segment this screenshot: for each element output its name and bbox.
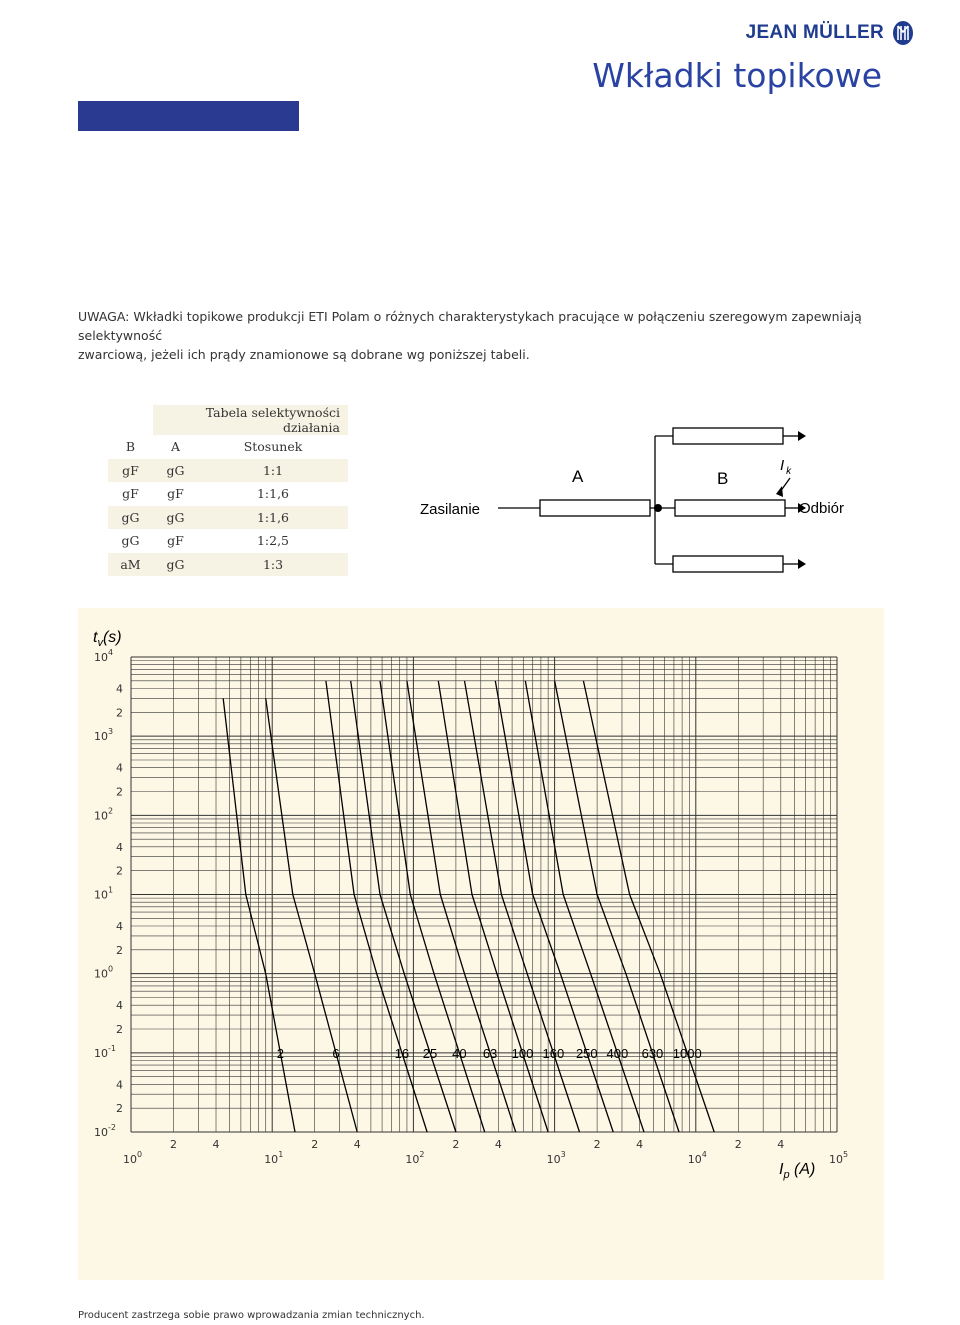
y-minor-label: 4 <box>116 920 123 934</box>
x-minor-label: 2 <box>452 1138 460 1151</box>
x-minor-label: 2 <box>734 1138 742 1151</box>
label-fuse-a: A <box>572 467 584 486</box>
y-tick-label: $10^3$ <box>94 727 114 744</box>
time-current-chart <box>78 608 884 1280</box>
title-accent-bar <box>78 101 299 131</box>
cell-b: aM <box>108 553 153 577</box>
y-axis-title: $t_v(s)$ <box>93 629 122 649</box>
y-minor-label: 2 <box>116 1023 123 1037</box>
cell-b: gG <box>121 533 140 549</box>
x-minor-label: 2 <box>311 1138 319 1151</box>
y-minor-label: 2 <box>116 864 123 878</box>
header-a: A <box>170 439 181 455</box>
table-caption-row <box>108 405 348 435</box>
cell-a: gG <box>153 506 198 530</box>
table-row <box>108 506 348 530</box>
cell-ratio: 1:3 <box>198 553 348 577</box>
y-tick-label: $10^0$ <box>94 964 114 981</box>
cell-b: gF <box>108 459 153 483</box>
y-minor-label: 4 <box>116 840 123 854</box>
cell-a: gF <box>167 486 184 502</box>
selectivity-note <box>78 307 898 364</box>
x-minor-label: 2 <box>170 1138 178 1151</box>
curve-label: 63 <box>482 1045 498 1061</box>
cell-ratio: 1:1,6 <box>198 506 348 530</box>
y-minor-label: 4 <box>116 1078 123 1092</box>
fuse-a-symbol <box>540 500 650 516</box>
curve-label: 6 <box>332 1045 340 1061</box>
arrow-icon <box>776 486 783 497</box>
fuse-curve-2 <box>223 698 295 1132</box>
jean-muller-logo-icon <box>892 20 914 46</box>
fuse-bottom-symbol <box>673 556 783 572</box>
y-tick-label: $10^{-2}$ <box>94 1123 116 1139</box>
curve-label: 100 <box>511 1045 534 1061</box>
curve-label: 2 <box>276 1045 284 1061</box>
note-line-2: zwarciową, jeżeli ich prądy znamionowe są dobrane wg poniższej tabeli. <box>78 347 530 362</box>
time-current-chart-panel <box>78 608 884 1280</box>
chart-labels <box>93 629 848 1181</box>
x-minor-label: 4 <box>353 1138 361 1151</box>
x-axis-title: $I_p$ (A) <box>779 1161 816 1181</box>
curve-label: 16 <box>394 1045 410 1061</box>
curve-label: 25 <box>422 1045 438 1061</box>
header-ratio: Stosunek <box>243 439 303 455</box>
cell-a: gF <box>167 533 184 549</box>
curve-label: 40 <box>452 1045 467 1061</box>
label-load: Odbiór <box>799 500 845 517</box>
y-tick-label: $10^2$ <box>94 806 114 823</box>
curve-label: 250 <box>575 1045 598 1061</box>
label-supply: Zasilanie <box>420 501 481 518</box>
y-tick-label: $10^{-1}$ <box>94 1043 116 1060</box>
y-minor-label: 2 <box>116 706 123 720</box>
brand-name: JEAN MÜLLER <box>745 22 884 43</box>
curve-label: 1000 <box>672 1045 702 1061</box>
curve-label: 630 <box>641 1045 664 1061</box>
table-row <box>108 529 348 553</box>
x-tick-label: $10^2$ <box>405 1150 425 1166</box>
cell-a: gG <box>153 553 198 577</box>
curve-label: 400 <box>606 1045 629 1061</box>
arrow-icon <box>798 559 806 569</box>
cell-ratio: 1:2,5 <box>256 533 290 549</box>
label-current-ik: I $_k$ <box>780 457 792 477</box>
cell-b: gG <box>108 506 153 530</box>
y-minor-label: 2 <box>116 1102 123 1116</box>
x-tick-label: $10^5$ <box>829 1150 849 1166</box>
fuse-curve-6 <box>266 698 358 1132</box>
arrow-icon <box>798 431 806 441</box>
x-tick-label: $10^3$ <box>546 1150 566 1166</box>
cell-a: gG <box>153 459 198 483</box>
y-tick-label: $10^1$ <box>94 885 114 902</box>
note-line-1: UWAGA: Wkładki topikowe produkcji ETI Polam o różnych charakterystykach pracujące w połączeniu szeregowym zapewniają selektywność <box>78 309 862 343</box>
selectivity-table <box>108 405 348 576</box>
table-row <box>108 482 348 506</box>
fuse-b-symbol <box>675 500 785 516</box>
y-minor-label: 2 <box>116 943 123 957</box>
x-minor-label: 4 <box>777 1138 785 1151</box>
x-minor-label: 2 <box>593 1138 601 1151</box>
x-minor-label: 4 <box>212 1138 220 1151</box>
header-b: B <box>125 439 136 455</box>
brand-header <box>746 20 914 46</box>
x-tick-label: $10^1$ <box>264 1150 284 1166</box>
y-minor-label: 4 <box>116 682 123 696</box>
y-minor-label: 4 <box>116 761 123 775</box>
x-tick-label: $10^4$ <box>687 1150 707 1166</box>
x-tick-label: $10^0$ <box>123 1150 143 1166</box>
x-minor-label: 4 <box>494 1138 502 1151</box>
y-minor-label: 2 <box>116 785 123 799</box>
footer-note: Producent zastrzega sobie prawo wprowadzania zmian technicznych. <box>78 1310 425 1321</box>
table-caption: Tabela selektywności działania <box>153 405 348 435</box>
table-header-row <box>108 435 348 459</box>
y-minor-label: 4 <box>116 999 123 1013</box>
label-fuse-b: B <box>717 469 729 488</box>
curve-label: 160 <box>542 1045 565 1061</box>
table-row <box>108 459 348 483</box>
y-tick-label: $10^4$ <box>94 648 114 664</box>
cell-ratio: 1:1,6 <box>256 486 290 502</box>
fuse-top-symbol <box>673 428 783 444</box>
page-title: Wkładki topikowe <box>592 56 882 95</box>
table-row <box>108 553 348 577</box>
cell-ratio: 1:1 <box>198 459 348 483</box>
circuit-diagram <box>410 420 860 580</box>
cell-b: gF <box>122 486 139 502</box>
x-minor-label: 4 <box>636 1138 644 1151</box>
